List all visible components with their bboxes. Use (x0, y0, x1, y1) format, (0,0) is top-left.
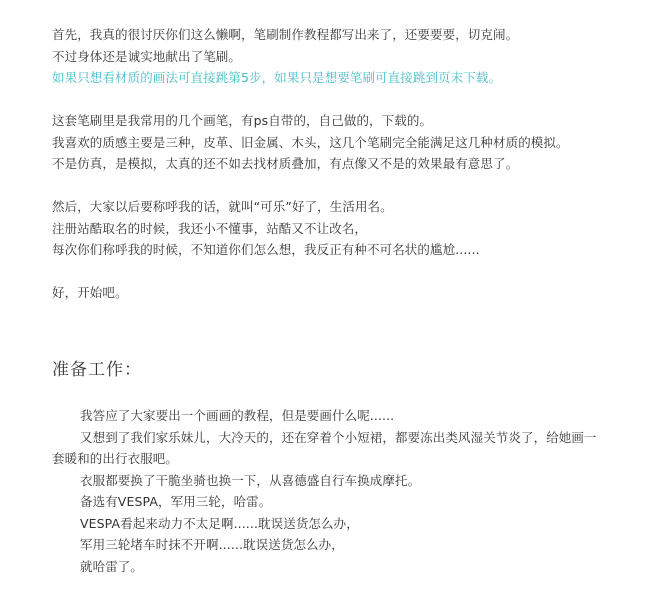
prep-line-3: 套暖和的出行衣服吧。 (52, 451, 179, 466)
name-line-2: 注册站酷取名的时候，我还小不懂事，站酷又不让改名， (52, 220, 368, 236)
prep-line-8: 就哈雷了。 (80, 558, 144, 574)
intro-skip-hint: 如果只想看材质的画法可直接跳第5步，如果只是想要笔刷可直接跳到页末下载。 (52, 70, 502, 85)
intro-line-1: 首先，我真的很讨厌你们这么懒啊，笔刷制作教程都写出来了，还要要要，切克闹。 (52, 27, 519, 42)
name-line-1: 然后，大家以后要称呼我的话，就叫“可乐”好了，生活用名。 (52, 199, 393, 214)
prep-line-4: 衣服都要换了干脆坐骑也换一下，从喜德盛自行车换成摩托。 (80, 472, 421, 488)
article-intro (52, 24, 600, 304)
start-line: 好，开始吧。 (52, 285, 128, 300)
prep-line-6: VESPA看起来动力不太足啊......耽误送货怎么办， (80, 515, 359, 531)
prep-line-7: 军用三轮堵车时抹不开啊......耽误送货怎么办， (80, 537, 344, 552)
section-heading-prep: 准备工作： (52, 360, 142, 380)
name-line-3: 每次你们称呼我的时候，不知道你们怎么想，我反正有种不可名状的尴尬...... (52, 242, 480, 257)
paragraph-gap (52, 261, 600, 283)
prep-line-1: 我答应了大家要出一个画画的教程，但是要画什么呢...... (80, 408, 395, 423)
paragraph-gap (52, 175, 600, 197)
prep-line-5: 备选有VESPA，军用三轮，哈雷。 (80, 494, 272, 509)
paragraph-gap (52, 89, 600, 111)
about-line-3: 不是仿真，是模拟，太真的还不如去找材质叠加，有点像又不是的效果最有意思了。 (52, 156, 519, 171)
intro-line-2: 不过身体还是诚实地献出了笔刷。 (52, 48, 242, 64)
section-prep-body (52, 405, 600, 577)
about-line-2: 我喜欢的质感主要是三种，皮革、旧金属、木头，这几个笔刷完全能满足这几种材质的模拟。 (52, 134, 569, 150)
about-line-1: 这套笔刷里是我常用的几个画笔，有ps自带的，自己做的，下载的。 (52, 113, 433, 128)
prep-line-2: 又想到了我们家乐妹儿，大冷天的，还在穿着个小短裙，都要冻出类风湿关节炎了，给她画一 (80, 429, 597, 445)
